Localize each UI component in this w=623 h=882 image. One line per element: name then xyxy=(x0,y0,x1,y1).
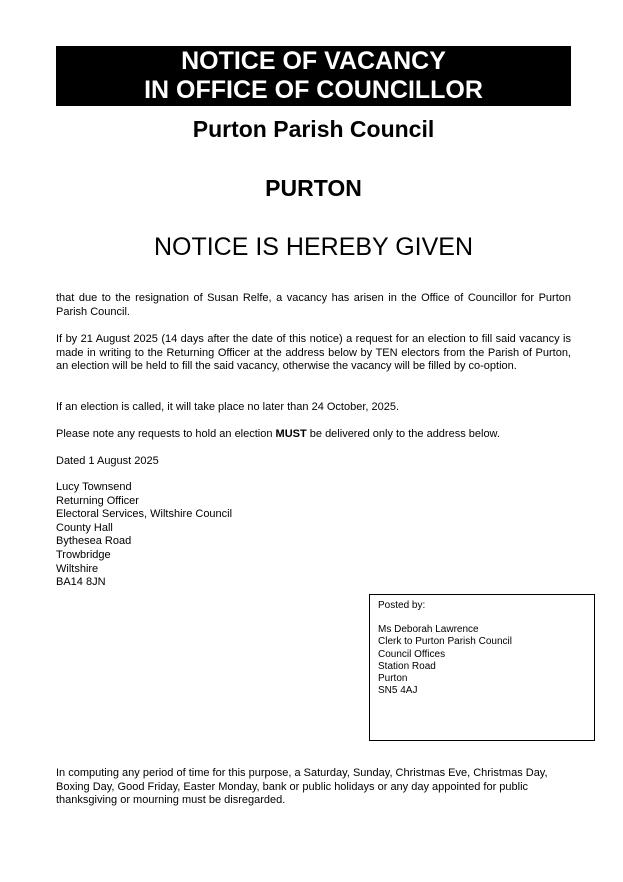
posted-by-line: Purton xyxy=(378,673,408,685)
vacancy-paragraph: that due to the resignation of Susan Relfe, a vacancy has arisen in the Office of Councillor for Purton Parish Council. xyxy=(56,292,571,318)
posted-by-line: SN5 4AJ xyxy=(378,685,418,697)
council-name: Purton Parish Council xyxy=(192,116,435,142)
dated-line: Dated 1 August 2025 xyxy=(56,455,159,467)
parish-name: PURTON xyxy=(265,175,362,201)
banner-line-1: NOTICE OF VACANCY xyxy=(181,47,446,75)
election-request-paragraph: If by 21 August 2025 (14 days after the date of this notice) a request for an election to fill said vacancy is made in writing to the Returning Officer at the address below by TEN electors from the Parish of Purton, an election will be held to fill the said vacancy, otherwise the vacancy will be filled by co-option. xyxy=(56,333,571,373)
address-line: Electoral Services, Wiltshire Council xyxy=(56,508,233,521)
delivery-note-emphasis: MUST xyxy=(275,428,307,440)
banner-line-2: IN OFFICE OF COUNCILLOR xyxy=(144,76,483,104)
address-line: Lucy Townsend xyxy=(56,481,132,493)
address-line: Wiltshire xyxy=(56,562,99,575)
address-line: County Hall xyxy=(56,521,113,534)
notice-banner xyxy=(56,46,571,106)
address-line: Returning Officer xyxy=(56,494,139,507)
posted-by-box xyxy=(369,594,595,741)
election-date-paragraph: If an election is called, it will take place no later than 24 October, 2025. xyxy=(56,401,400,413)
delivery-note-paragraph xyxy=(56,428,571,442)
computing-period-note: In computing any period of time for this purpose, a Saturday, Sunday, Christmas Eve, Christmas Day, Boxing Day, Good Friday, Easter Monday, bank or public holidays or any day appointed for public thanksgiving or mourning must be disregarded. xyxy=(56,767,548,807)
spacer xyxy=(378,612,586,624)
posted-by-line: Ms Deborah Lawrence xyxy=(378,624,479,636)
posted-by-line: Council Offices xyxy=(378,648,446,660)
posted-by-line: Clerk to Purton Parish Council xyxy=(378,636,512,648)
delivery-note-text-1: Please note any requests to hold an election xyxy=(56,428,276,440)
address-line: Bythesea Road xyxy=(56,535,132,548)
posted-by-line: Station Road xyxy=(378,660,436,672)
posted-by-label: Posted by: xyxy=(378,600,426,611)
notice-heading: NOTICE IS HEREBY GIVEN xyxy=(153,233,474,261)
address-line: BA14 8JN xyxy=(56,576,106,589)
address-line: Trowbridge xyxy=(56,548,111,561)
returning-officer-address xyxy=(56,481,232,590)
delivery-note-text-2: be delivered only to the address below. xyxy=(306,428,500,440)
